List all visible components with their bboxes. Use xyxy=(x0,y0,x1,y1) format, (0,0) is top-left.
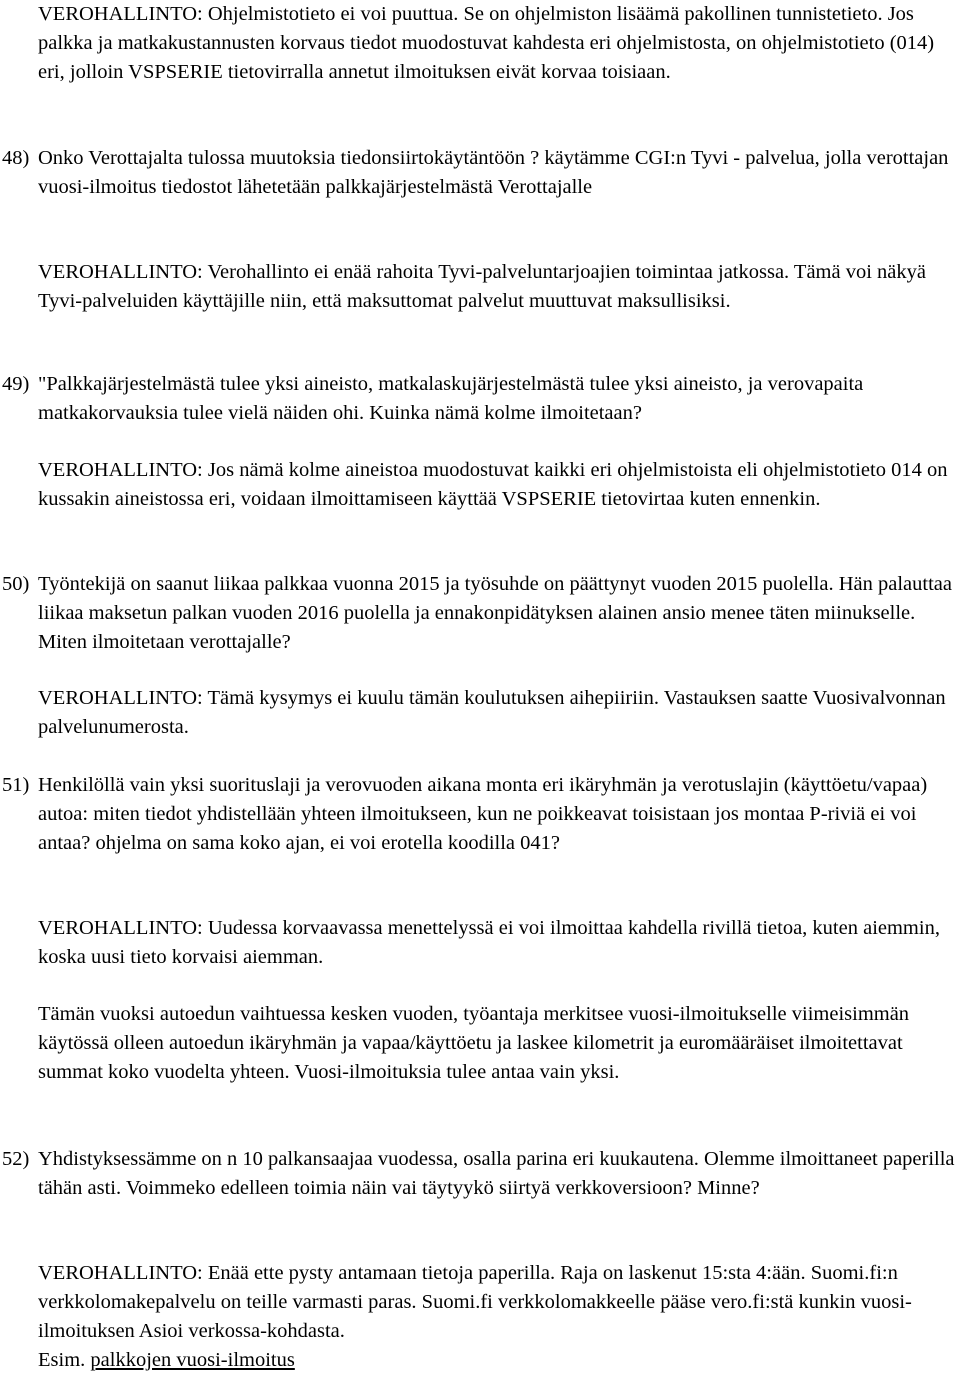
answer-51 xyxy=(38,914,956,972)
answer-text: VEROHALLINTO: Enää ette pysty antamaan tietoja paperilla. Raja on laskenut 15:sta 4:ään. Suomi.fi:n verkkolomakepalvelu on teille varmasti paras. Suomi.fi verkkolomakkeelle pääse vero.fi:stä kunkin vuosi-ilmoituksen Asioi verkossa-kohdasta. xyxy=(38,1262,912,1342)
intro-text: VEROHALLINTO: Ohjelmistotieto ei voi puuttua. Se on ohjelmiston lisäämä pakollinen tunnistetieto. Jos palkka ja matkakustannusten korvaus tiedot muodostuvat kahdesta eri ohjelmistosta, on ohjelmistotieto (014) eri, jolloin VSPSERIE tietovirralla annetut ilmoituksen eivät korvaa toisiaan. xyxy=(38,3,935,83)
answer-text: VEROHALLINTO: Tämä kysymys ei kuulu tämän koulutuksen aihepiiriin. Vastauksen saatte Vuosivalvonnan palvelunumerosta. xyxy=(38,687,946,738)
question-text: Työntekijä on saanut liikaa palkkaa vuonna 2015 ja työsuhde on päättynyt vuoden 2015 puolella. Hän palauttaa liikaa maksetun palkan vuoden 2016 puolella ja ennakonpidätyksen alainen ansio menee täten miinukselle. Miten ilmoitetaan verottajalle? xyxy=(38,573,952,653)
answer-48 xyxy=(38,258,956,316)
answer-text: VEROHALLINTO: Verohallinto ei enää rahoita Tyvi-palveluntarjoajien toimintaa jatkossa. Tämä voi näkyä Tyvi-palveluiden käyttäjille niin, että maksuttomat palvelut muuttuvat maksullisiksi. xyxy=(38,261,926,312)
example-link[interactable]: palkkojen vuosi-ilmoitus xyxy=(90,1349,295,1371)
item-48 xyxy=(2,144,956,202)
question-text: Henkilöllä vain yksi suorituslaji ja verovuoden aikana monta eri ikäryhmän ja verotuslajin (käyttöetu/vapaa) autoa: miten tiedot yhdistellään yhteen ilmoitukseen, kun ne poikkeavat toisistaan jos montaa P-riviä ei voi antaa? ohjelma on sama koko ajan, ei voi erotella koodilla 041? xyxy=(38,774,928,854)
question-text: Onko Verottajalta tulossa muutoksia tiedonsiirtokäytäntöön ? käytämme CGI:n Tyvi - palvelua, jolla verottajan vuosi-ilmoitus tiedostot lähetetään palkkajärjestelmästä Verottajalle xyxy=(38,147,949,198)
answer-text: Tämän vuoksi autoedun vaihtuessa kesken vuoden, työantaja merkitsee vuosi-ilmoitukselle viimeisimmän käytössä olleen autoedun ikäryhmän ja vapaa/käyttöetu ja laskee kilometrit ja euromääräiset ilmoitettavat summat koko vuodelta yhteen. Vuosi-ilmoituksia tulee antaa vain yksi. xyxy=(38,1003,910,1083)
answer-text: VEROHALLINTO: Uudessa korvaavassa menettelyssä ei voi ilmoittaa kahdella rivillä tietoa, kuten aiemmin, koska uusi tieto korvaisi aiemman. xyxy=(38,917,940,968)
answer-51-continued xyxy=(38,1000,956,1087)
item-49 xyxy=(2,370,956,428)
example-prefix: Esim. xyxy=(38,1349,86,1371)
answer-49 xyxy=(38,456,956,514)
answer-text: VEROHALLINTO: Jos nämä kolme aineistoa muodostuvat kaikki eri ohjelmistoista eli ohjelmistotieto 014 on kussakin aineistossa eri, voidaan ilmoittamiseen käyttää VSPSERIE tietovirtaa kuten ennenkin. xyxy=(38,459,948,510)
example-line xyxy=(38,1346,956,1375)
intro-answer xyxy=(38,0,956,87)
question-text: Yhdistyksessämme on n 10 palkansaajaa vuodessa, osalla parina eri kuukautena. Olemme ilmoittaneet paperilla tähän asti. Voimmeko edelleen toimia näin vai täytyykö siirtyä verkkoversioon? Minne? xyxy=(38,1148,955,1199)
question-text: "Palkkajärjestelmästä tulee yksi aineisto, matkalaskujärjestelmästä tulee yksi aineisto, ja verovapaita matkakorvauksia tulee vielä näiden ohi. Kuinka nämä kolme ilmoitetaan? xyxy=(38,373,864,424)
item-number: 49) xyxy=(2,373,30,395)
item-52 xyxy=(2,1145,956,1203)
item-number: 51) xyxy=(2,774,30,796)
answer-52 xyxy=(38,1259,956,1375)
item-51 xyxy=(2,771,956,858)
item-number: 48) xyxy=(2,147,30,169)
item-number: 52) xyxy=(2,1148,30,1170)
answer-50 xyxy=(38,684,956,742)
item-50 xyxy=(2,570,956,657)
item-number: 50) xyxy=(2,573,30,595)
